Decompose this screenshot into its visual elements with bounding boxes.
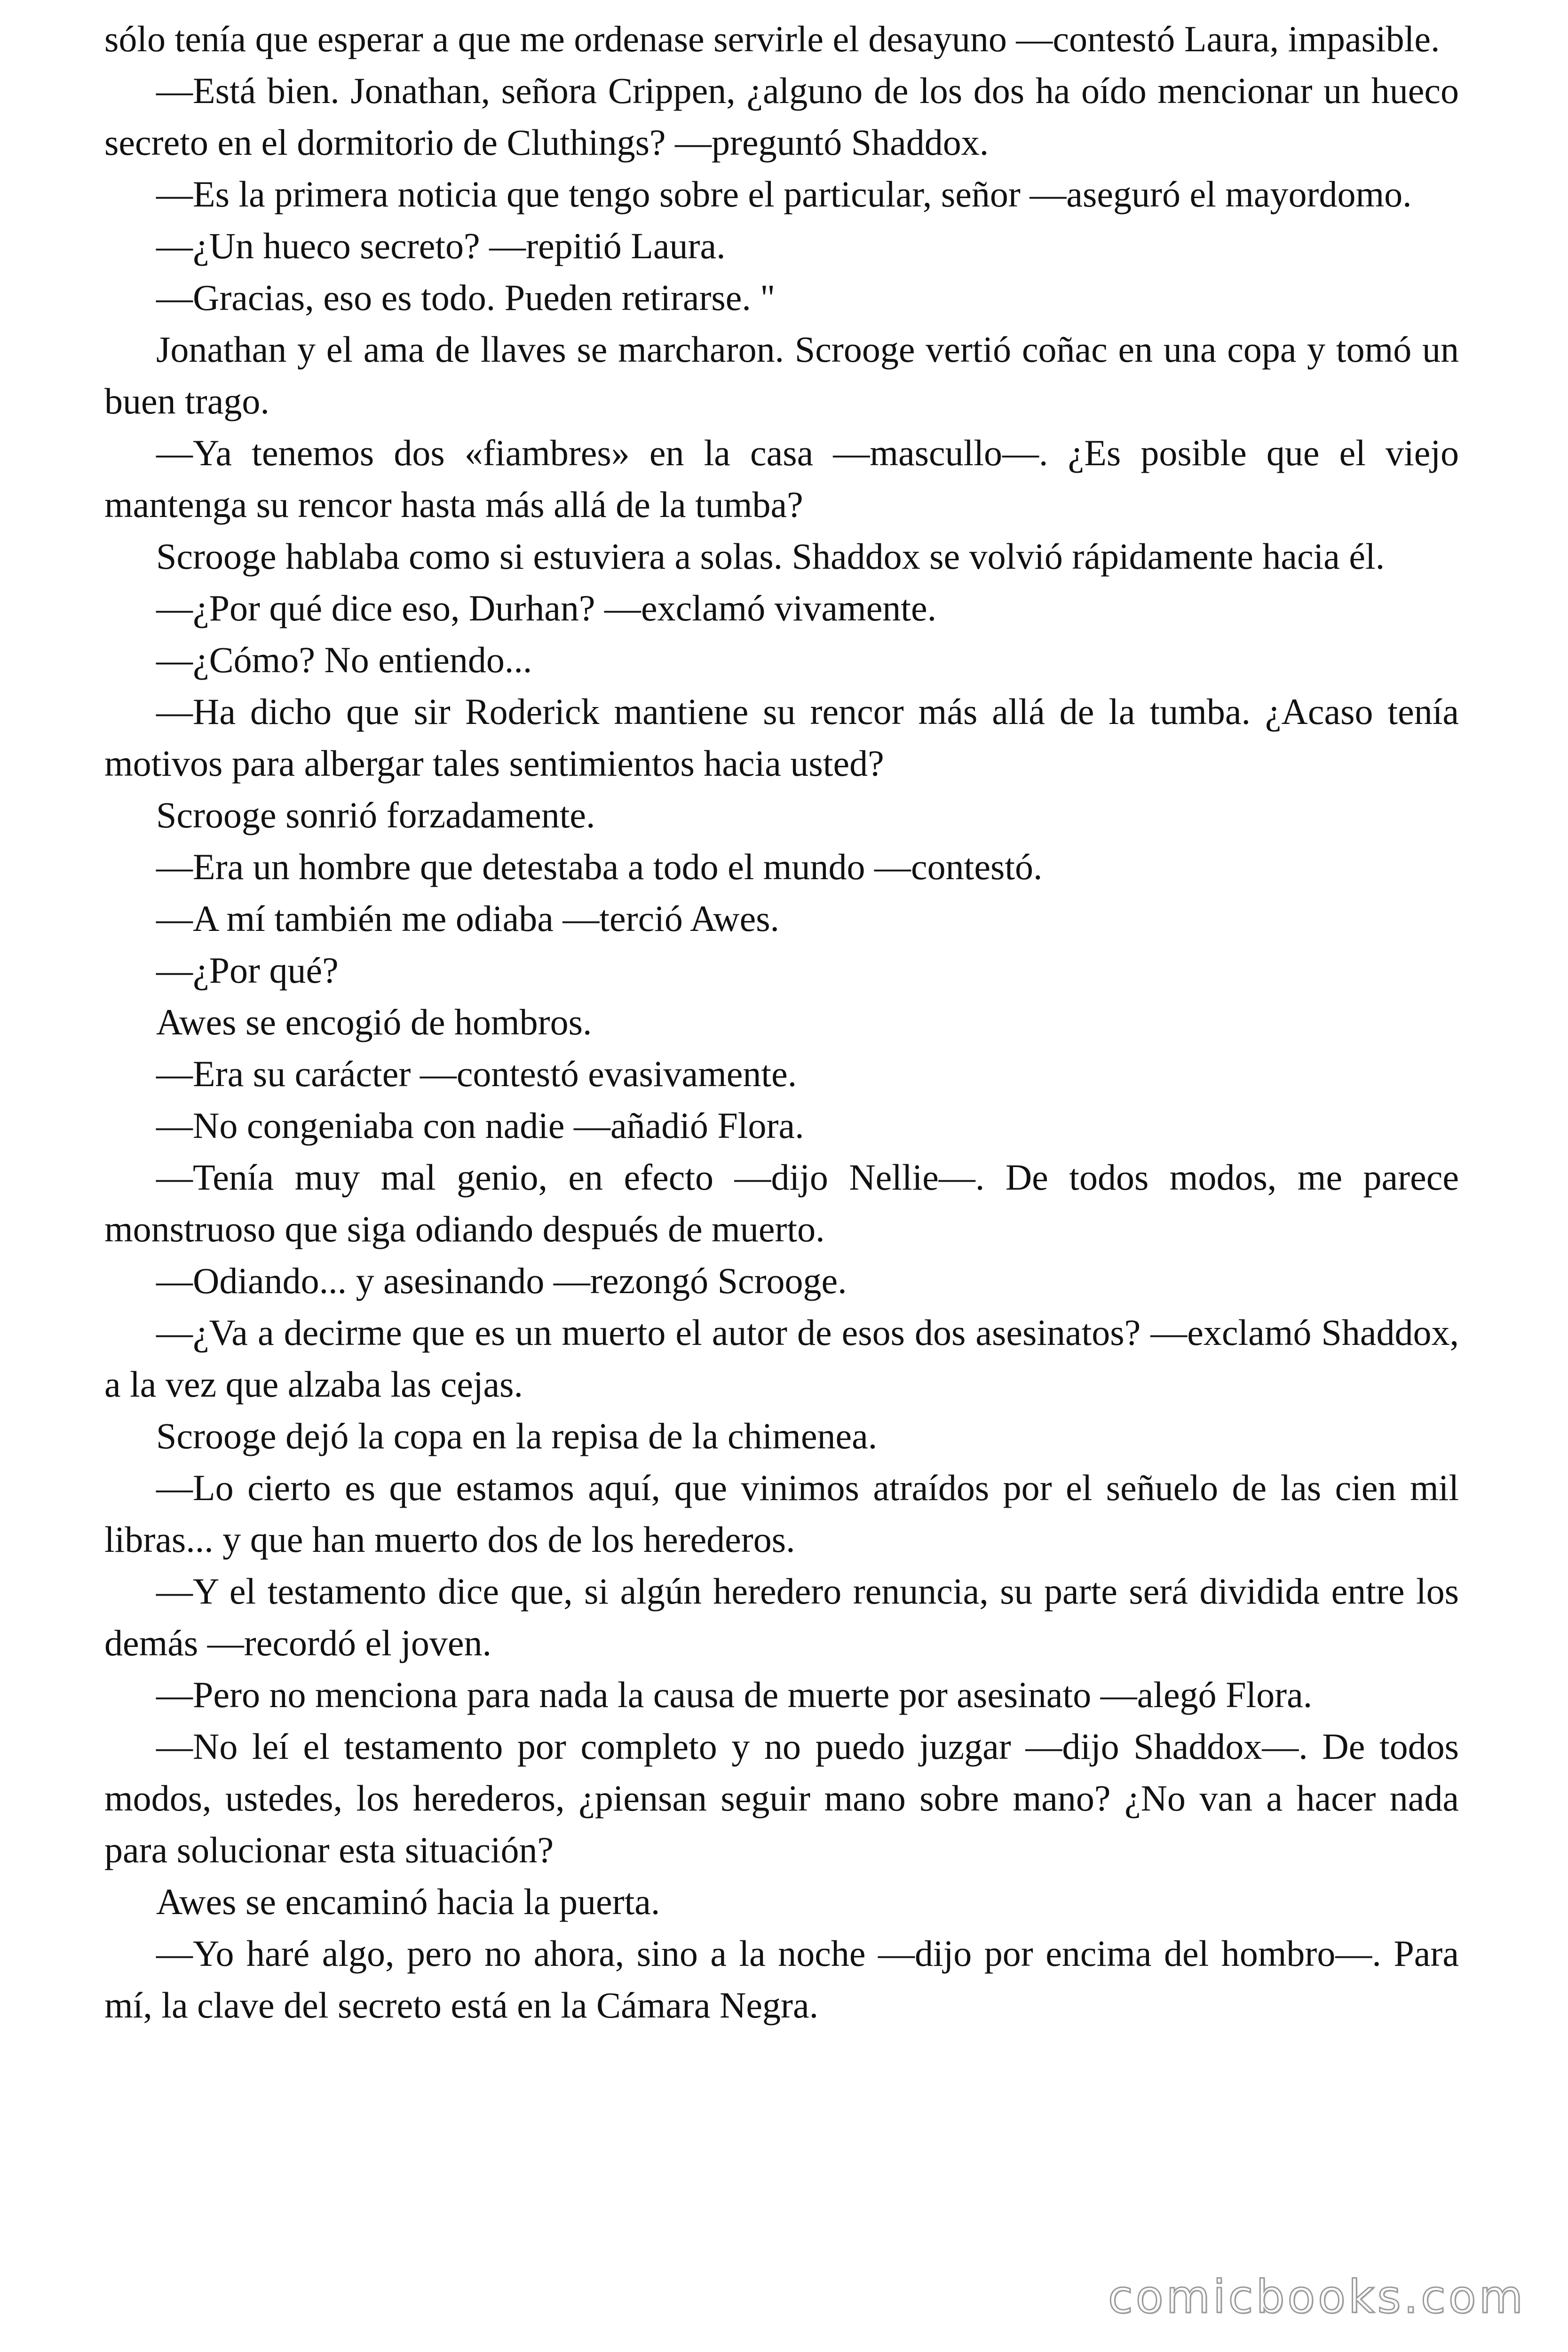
paragraph-13: —Era un hombre que detestaba a todo el mundo —contestó. — [156, 846, 1043, 887]
paragraph-9: —¿Por qué dice eso, Durhan? —exclamó vivamente. — [156, 588, 937, 628]
paragraph-1: sólo tenía que esperar a que me ordenase servirle el desayuno —contestó Laura, impasible. — [104, 18, 1440, 59]
paragraph-4: —¿Un hueco secreto? —repitió Laura. — [156, 225, 726, 266]
watermark-text: comicbooks.com — [1108, 2271, 1526, 2323]
paragraph-27: Awes se encaminó hacia la puerta. — [156, 1881, 660, 1922]
paragraph-15: —¿Por qué? — [156, 950, 339, 991]
paragraph-18: —No congeniaba con nadie —añadió Flora. — [156, 1105, 804, 1146]
paragraph-22: Scrooge dejó la copa en la repisa de la chimenea. — [156, 1415, 878, 1456]
paragraph-26: —No leí el testamento por completo y no puedo juzgar —dijo Shaddox—. De todos modos, ustedes, los herederos, ¿piensan seguir mano sobre mano? ¿No van a hacer nada para solucionar esta situación? — [104, 1726, 1459, 1870]
paragraph-28: —Yo haré algo, pero no ahora, sino a la noche —dijo por encima del hombro—. Para mí, la clave del secreto está en la Cámara Negra. — [104, 1933, 1459, 2026]
paragraph-19: —Tenía muy mal genio, en efecto —dijo Nellie—. De todos modos, me parece monstruoso que siga odiando después de muerto. — [104, 1157, 1459, 1249]
paragraph-25: —Pero no menciona para nada la causa de muerte por asesinato —alegó Flora. — [156, 1674, 1313, 1715]
paragraph-24: —Y el testamento dice que, si algún heredero renuncia, su parte será dividida entre los demás —recordó el joven. — [104, 1571, 1459, 1663]
paragraph-6: Jonathan y el ama de llaves se marcharon. Scrooge vertió coñac en una copa y tomó un buen trago. — [104, 329, 1459, 421]
paragraph-12: Scrooge sonrió forzadamente. — [156, 795, 595, 835]
paragraph-21: —¿Va a decirme que es un muerto el autor de esos dos asesinatos? —exclamó Shaddox, a la vez que alzaba las cejas. — [104, 1312, 1459, 1405]
paragraph-7: —Ya tenemos dos «fiambres» en la casa —mascullo—. ¿Es posible que el viejo mantenga su rencor hasta más allá de la tumba? — [104, 432, 1459, 525]
paragraph-20: —Odiando... y asesinando —rezongó Scrooge. — [156, 1260, 847, 1301]
paragraph-17: —Era su carácter —contestó evasivamente. — [156, 1053, 797, 1094]
paragraph-3: —Es la primera noticia que tengo sobre el particular, señor —aseguró el mayordomo. — [156, 174, 1412, 215]
book-page — [104, 13, 1459, 2031]
paragraph-11: —Ha dicho que sir Roderick mantiene su rencor más allá de la tumba. ¿Acaso tenía motivos para albergar tales sentimientos hacia usted? — [104, 691, 1459, 784]
paragraph-23: —Lo cierto es que estamos aquí, que vinimos atraídos por el señuelo de las cien mil libras... y que han muerto dos de los herederos. — [104, 1467, 1459, 1560]
paragraph-14: —A mí también me odiaba —terció Awes. — [156, 898, 780, 939]
paragraph-2: —Está bien. Jonathan, señora Crippen, ¿alguno de los dos ha oído mencionar un hueco secreto en el dormitorio de Cluthings? —preguntó Shaddox. — [104, 70, 1459, 163]
paragraph-10: —¿Cómo? No entiendo... — [156, 639, 532, 680]
paragraph-16: Awes se encogió de hombros. — [156, 1001, 592, 1042]
paragraph-5: —Gracias, eso es todo. Pueden retirarse. " — [156, 277, 776, 318]
paragraph-8: Scrooge hablaba como si estuviera a solas. Shaddox se volvió rápidamente hacia él. — [156, 536, 1385, 577]
